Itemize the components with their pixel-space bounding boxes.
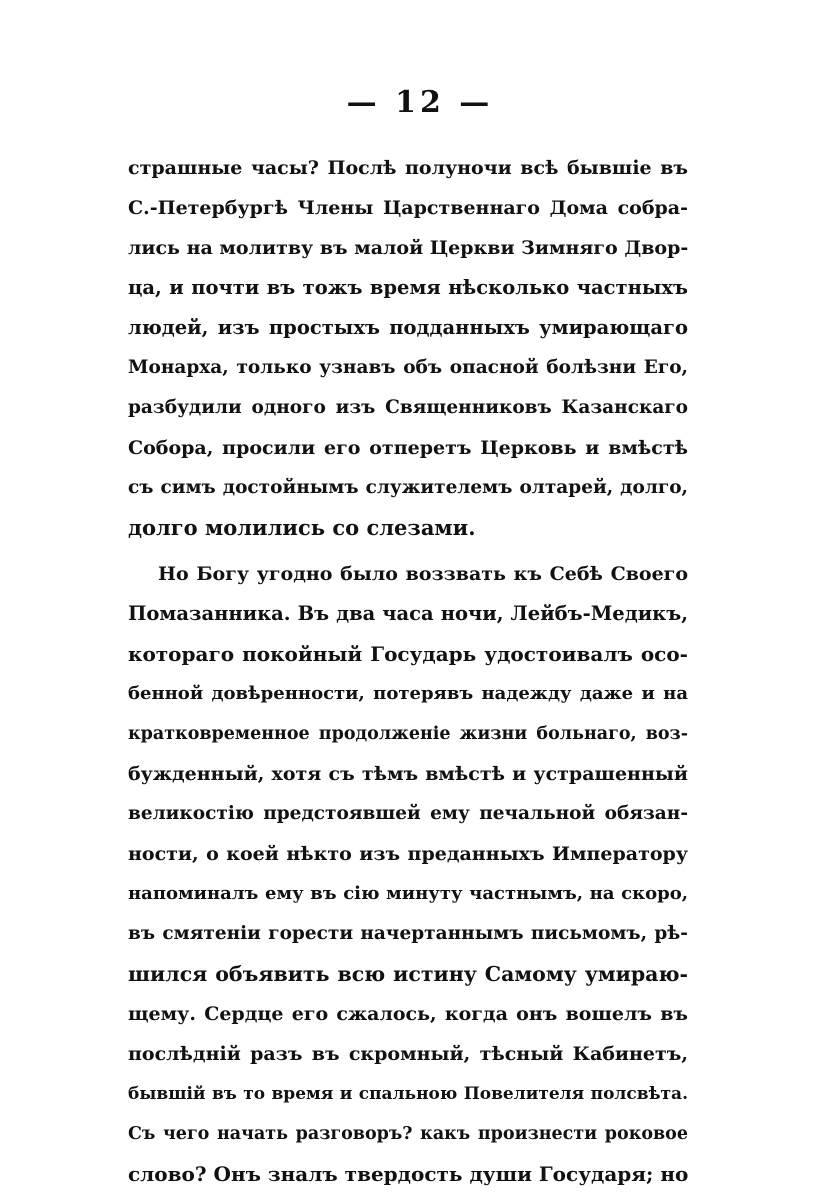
text-line: ца, и почти въ тожъ время нѣсколько частныхъ (128, 276, 688, 299)
text-line: бенной довѣренности, потерявъ надежду даже и на (128, 683, 688, 704)
text-line: разбудили одного изъ Священниковъ Казанскаго (128, 397, 688, 418)
text-line: Монарха, только узнавъ объ опасной болѣзни Его, (128, 357, 688, 378)
text-line: Съ чего начать разговоръ? какъ произнести роковое (128, 1124, 688, 1144)
text-line: великостію предстоявшей ему печальной обязан- (128, 803, 688, 824)
page-number: — 12 — (346, 85, 494, 120)
body-text (128, 148, 688, 1194)
text-line: бужденный, хотя съ тѣмъ вмѣстѣ и устрашенный (128, 763, 688, 785)
text-line: Собора, просили его отперетъ Церковь и вмѣстѣ (128, 437, 688, 459)
paragraph-1 (128, 148, 688, 548)
text-line: котораго покойный Государь удостоивалъ осо- (128, 642, 688, 666)
text-line: долго молились со слезами. (128, 515, 476, 540)
text-line: щему. Сердце его сжалось, когда онъ вошелъ въ (128, 1003, 688, 1025)
text-line: лись на молитву въ малой Церкви Зимняго Двор- (128, 237, 688, 259)
text-line: Но Богу угодно было воззвать къ Себѣ Своего (158, 563, 688, 585)
text-line: шился объявить всю истину Самому умираю- (128, 962, 688, 986)
text-line: бывшій въ то время и спальною Повелителя полсвѣта. (128, 1084, 688, 1104)
paragraph-2 (128, 554, 688, 1194)
text-line: людей, изъ простыхъ подданныхъ умирающаго (128, 316, 688, 339)
text-line: въ смятеніи горести начертаннымъ письмомъ, рѣ- (128, 923, 688, 944)
text-line: послѣдній разъ въ скромный, тѣсный Кабинетъ, (128, 1043, 688, 1065)
text-line: напоминалъ ему въ сію минуту частнымъ, на скоро, (128, 883, 688, 904)
text-line: кратковременное продолженіе жизни больнаго, воз- (128, 724, 688, 744)
text-line: С.-Петербургѣ Члены Царственнаго Дома собра- (128, 197, 688, 219)
text-line: съ симъ достойнымъ служителемъ олтарей, долго, (128, 477, 688, 498)
text-line: слово? Онъ зналъ твердость души Государя; но (128, 1162, 688, 1186)
text-line: страшные часы? Послѣ полуночи всѣ бывшіе въ (128, 157, 688, 179)
text-line: Помазанника. Въ два часа ночи, Лейбъ-Медикъ, (128, 602, 688, 625)
text-line: ности, о коей нѣкто изъ преданныхъ Императору (128, 843, 688, 865)
